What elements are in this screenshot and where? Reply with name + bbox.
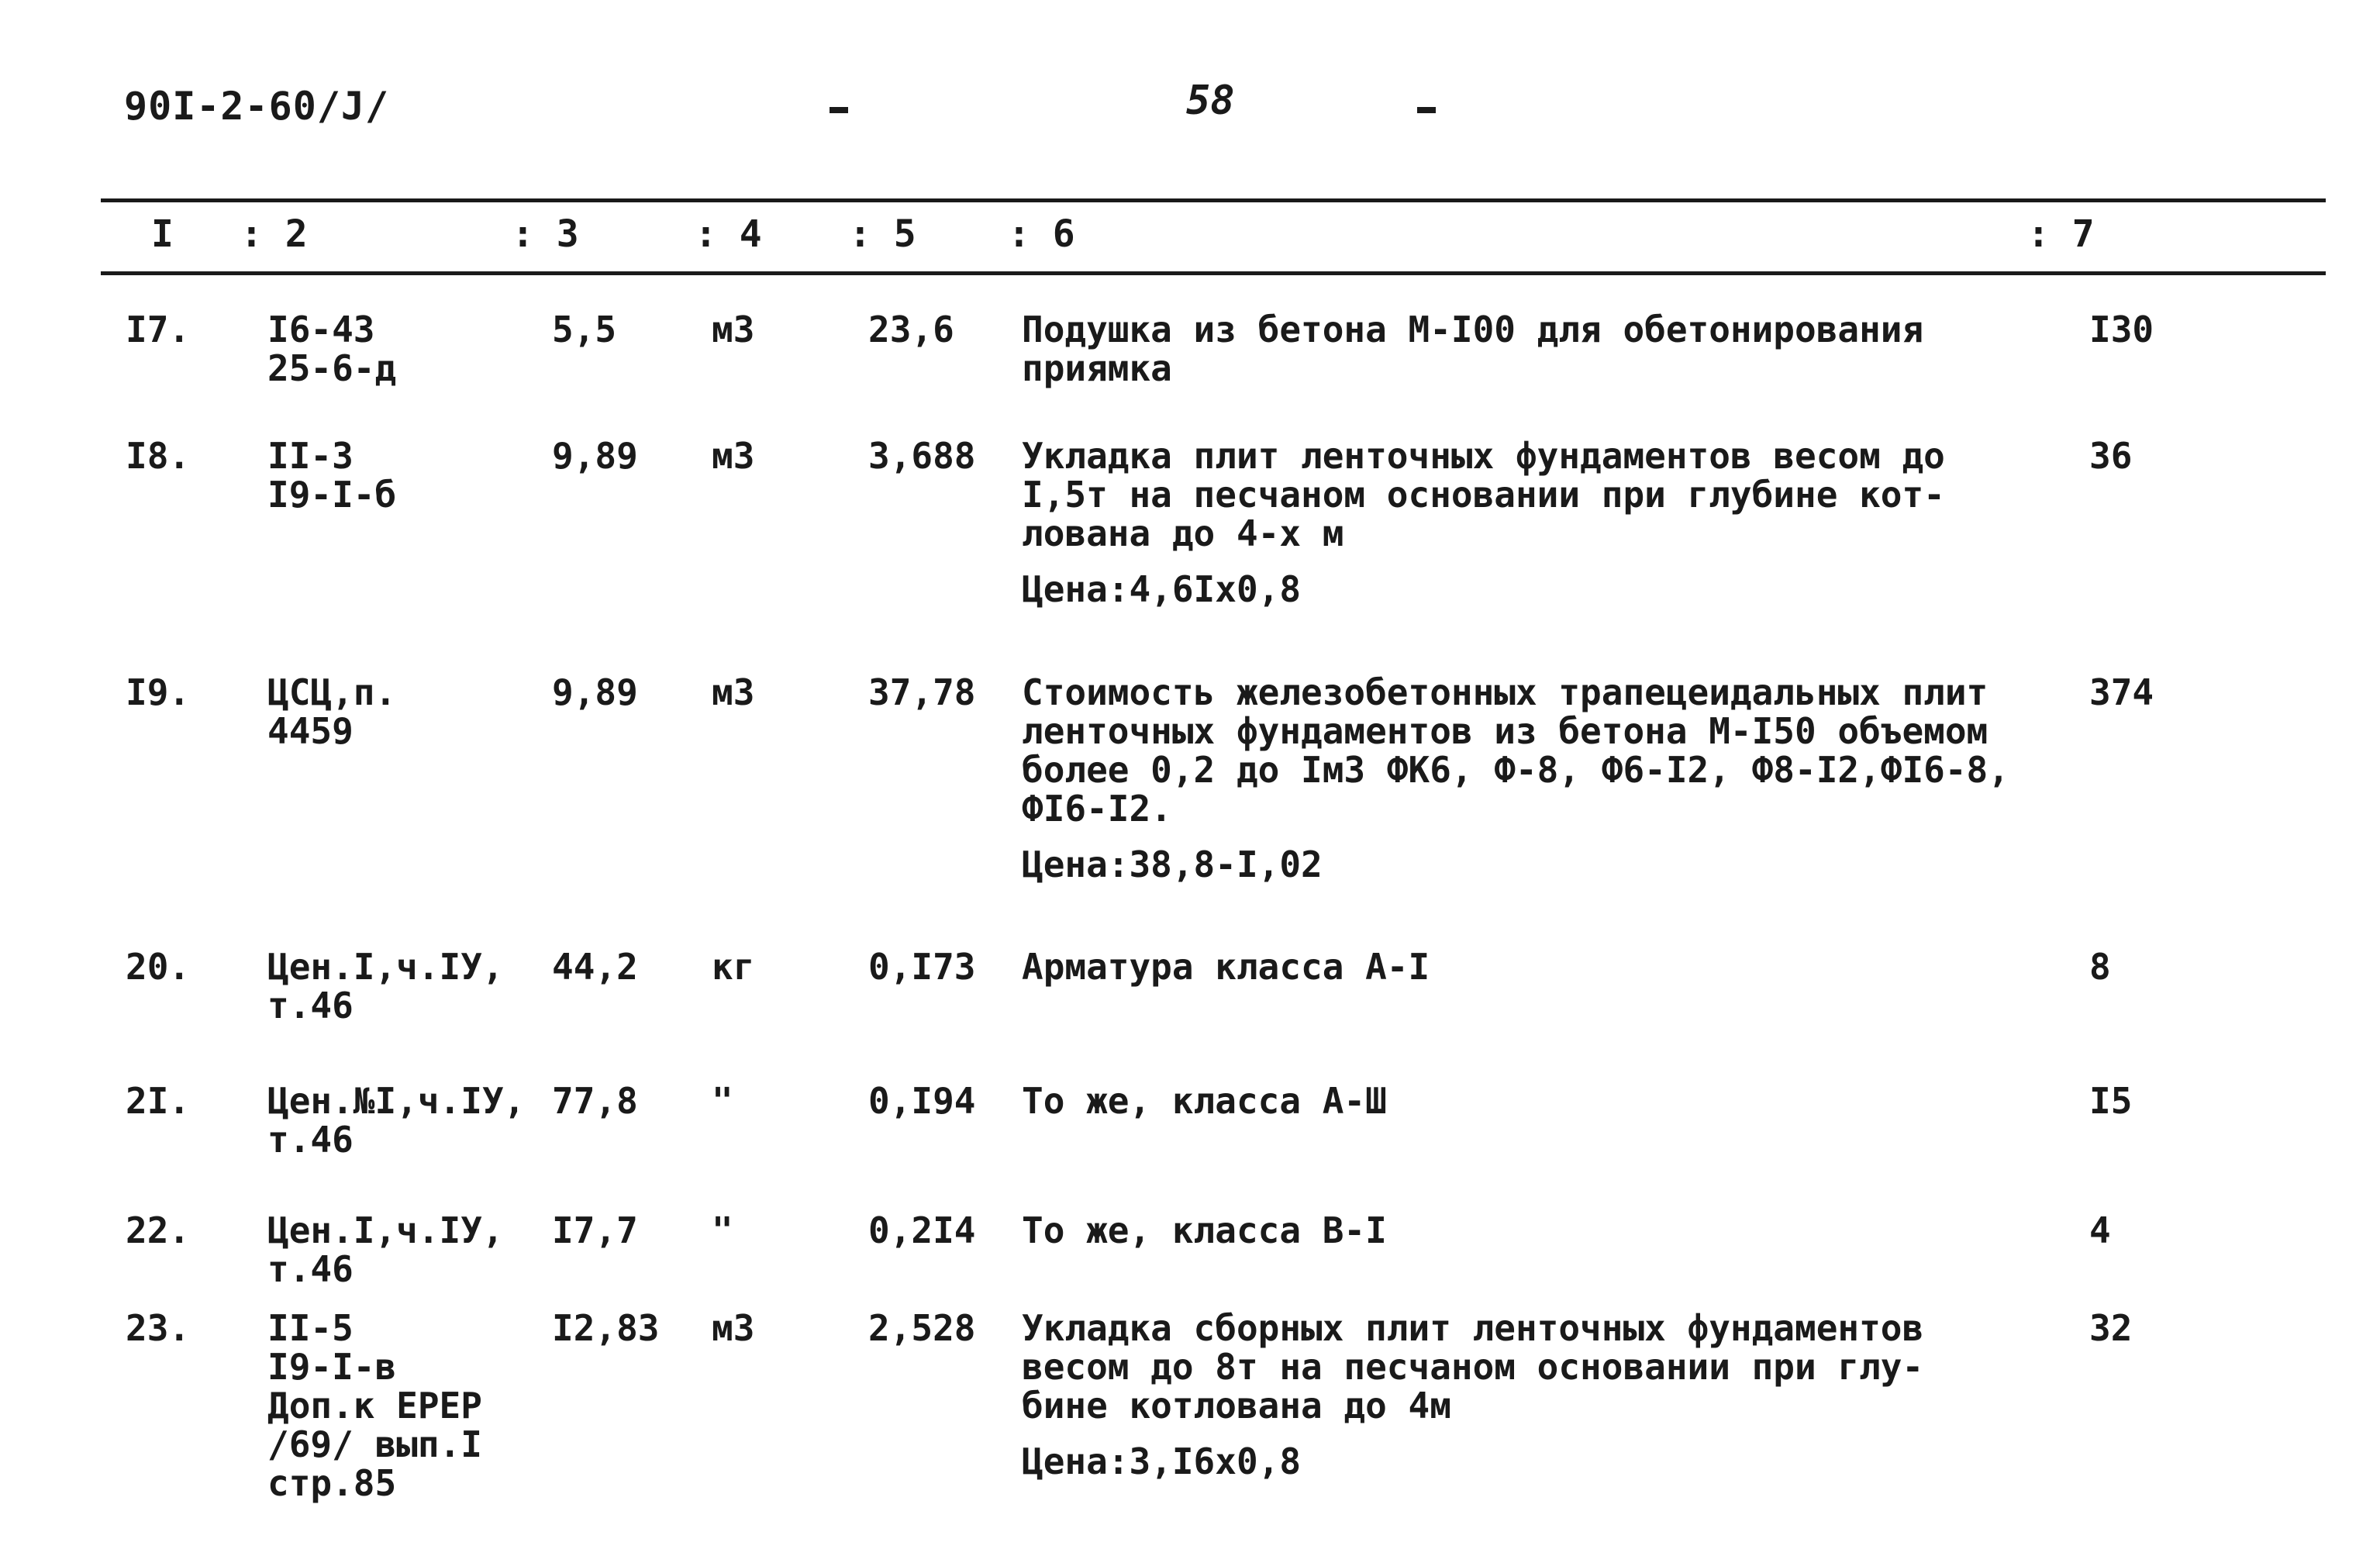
total: 8 (2089, 946, 2111, 988)
description: Укладка сборных плит ленточных фундаментов весом до 8т на песчаном основании при глу- бине котлована до 4м Цена:3,I6х0,8 (1022, 1307, 1924, 1482)
quantity: 77,8 (552, 1080, 638, 1122)
row-number: I9. (126, 671, 191, 713)
norm-code: I6-43 25-6-д (267, 309, 397, 389)
norm-code: Цен.№I,ч.IУ, т.46 (267, 1080, 526, 1161)
dash-right (1417, 107, 1436, 113)
unit: " (712, 1209, 733, 1251)
dash-left (830, 107, 848, 113)
description: Арматура класса А-I (1022, 946, 1430, 988)
column-header-5: : 5 (849, 212, 916, 256)
price-note: Цена:38,8-I,02 (1022, 844, 1323, 885)
column-header-6: : 6 (1008, 212, 1075, 256)
unit: м3 (712, 671, 755, 713)
total: 36 (2089, 435, 2133, 477)
header-rule-bottom (101, 271, 2326, 275)
description: Стоимость железобетонных трапецеидальных плит ленточных фундаментов из бетона М-I50 объемом более 0,2 до Iм3 ФК6, Ф-8, Ф6-I2, Ф8-I2,ФI6-8, ФI6-I2. Цена:38,8-I,02 (1022, 671, 2009, 885)
norm-code: Цен.I,ч.IУ, т.46 (267, 1209, 504, 1290)
norm-code: Цен.I,ч.IУ, т.46 (267, 946, 504, 1026)
unit: м3 (712, 309, 755, 350)
column-header-3: : 3 (512, 212, 579, 256)
total: 4 (2089, 1209, 2111, 1251)
description: То же, класса А-Ш (1022, 1080, 1387, 1122)
header-rule-top (101, 198, 2326, 202)
total: I30 (2089, 309, 2154, 350)
row-number: 23. (126, 1307, 191, 1349)
norm-code: II-3 I9-I-б (267, 435, 397, 516)
unit-price: 0,2I4 (868, 1209, 976, 1251)
total: 32 (2089, 1307, 2133, 1349)
row-number: 2I. (126, 1080, 191, 1122)
row-number: I8. (126, 435, 191, 477)
description: Подушка из бетона М-I00 для обетонирования приямка (1022, 309, 1924, 389)
unit-price: 23,6 (868, 309, 954, 350)
description: То же, класса В-I (1022, 1209, 1387, 1251)
quantity: 9,89 (552, 435, 638, 477)
page-number: 58 (1186, 78, 1235, 124)
row-number: 20. (126, 946, 191, 988)
quantity: I7,7 (552, 1209, 638, 1251)
unit: м3 (712, 1307, 755, 1349)
total: I5 (2089, 1080, 2133, 1122)
description: Укладка плит ленточных фундаментов весом до I,5т на песчаном основании при глубине кот- лована до 4-х м Цена:4,6Iх0,8 (1022, 435, 1945, 610)
column-header-2: : 2 (240, 212, 308, 256)
unit: " (712, 1080, 733, 1122)
unit-price: 3,688 (868, 435, 976, 477)
quantity: 5,5 (552, 309, 617, 350)
price-note: Цена:3,I6х0,8 (1022, 1440, 1302, 1482)
unit: м3 (712, 435, 755, 477)
document-code: 90I-2-60/J/ (124, 84, 390, 129)
norm-code: ЦСЦ,п. 4459 (267, 671, 397, 752)
column-header-4: : 4 (695, 212, 762, 256)
quantity: 44,2 (552, 946, 638, 988)
norm-code: II-5 I9-I-в Доп.к ЕРЕР /69/ вып.I стр.85 (267, 1307, 482, 1504)
total: 374 (2089, 671, 2154, 713)
quantity: 9,89 (552, 671, 638, 713)
unit-price: 0,I94 (868, 1080, 976, 1122)
column-header-7: : 7 (2027, 212, 2095, 256)
row-number: 22. (126, 1209, 191, 1251)
row-number: I7. (126, 309, 191, 350)
unit-price: 37,78 (868, 671, 976, 713)
unit-price: 0,I73 (868, 946, 976, 988)
unit: кг (712, 946, 755, 988)
price-note: Цена:4,6Iх0,8 (1022, 568, 1302, 610)
quantity: I2,83 (552, 1307, 660, 1349)
unit-price: 2,528 (868, 1307, 976, 1349)
column-header-1: I (151, 212, 174, 256)
